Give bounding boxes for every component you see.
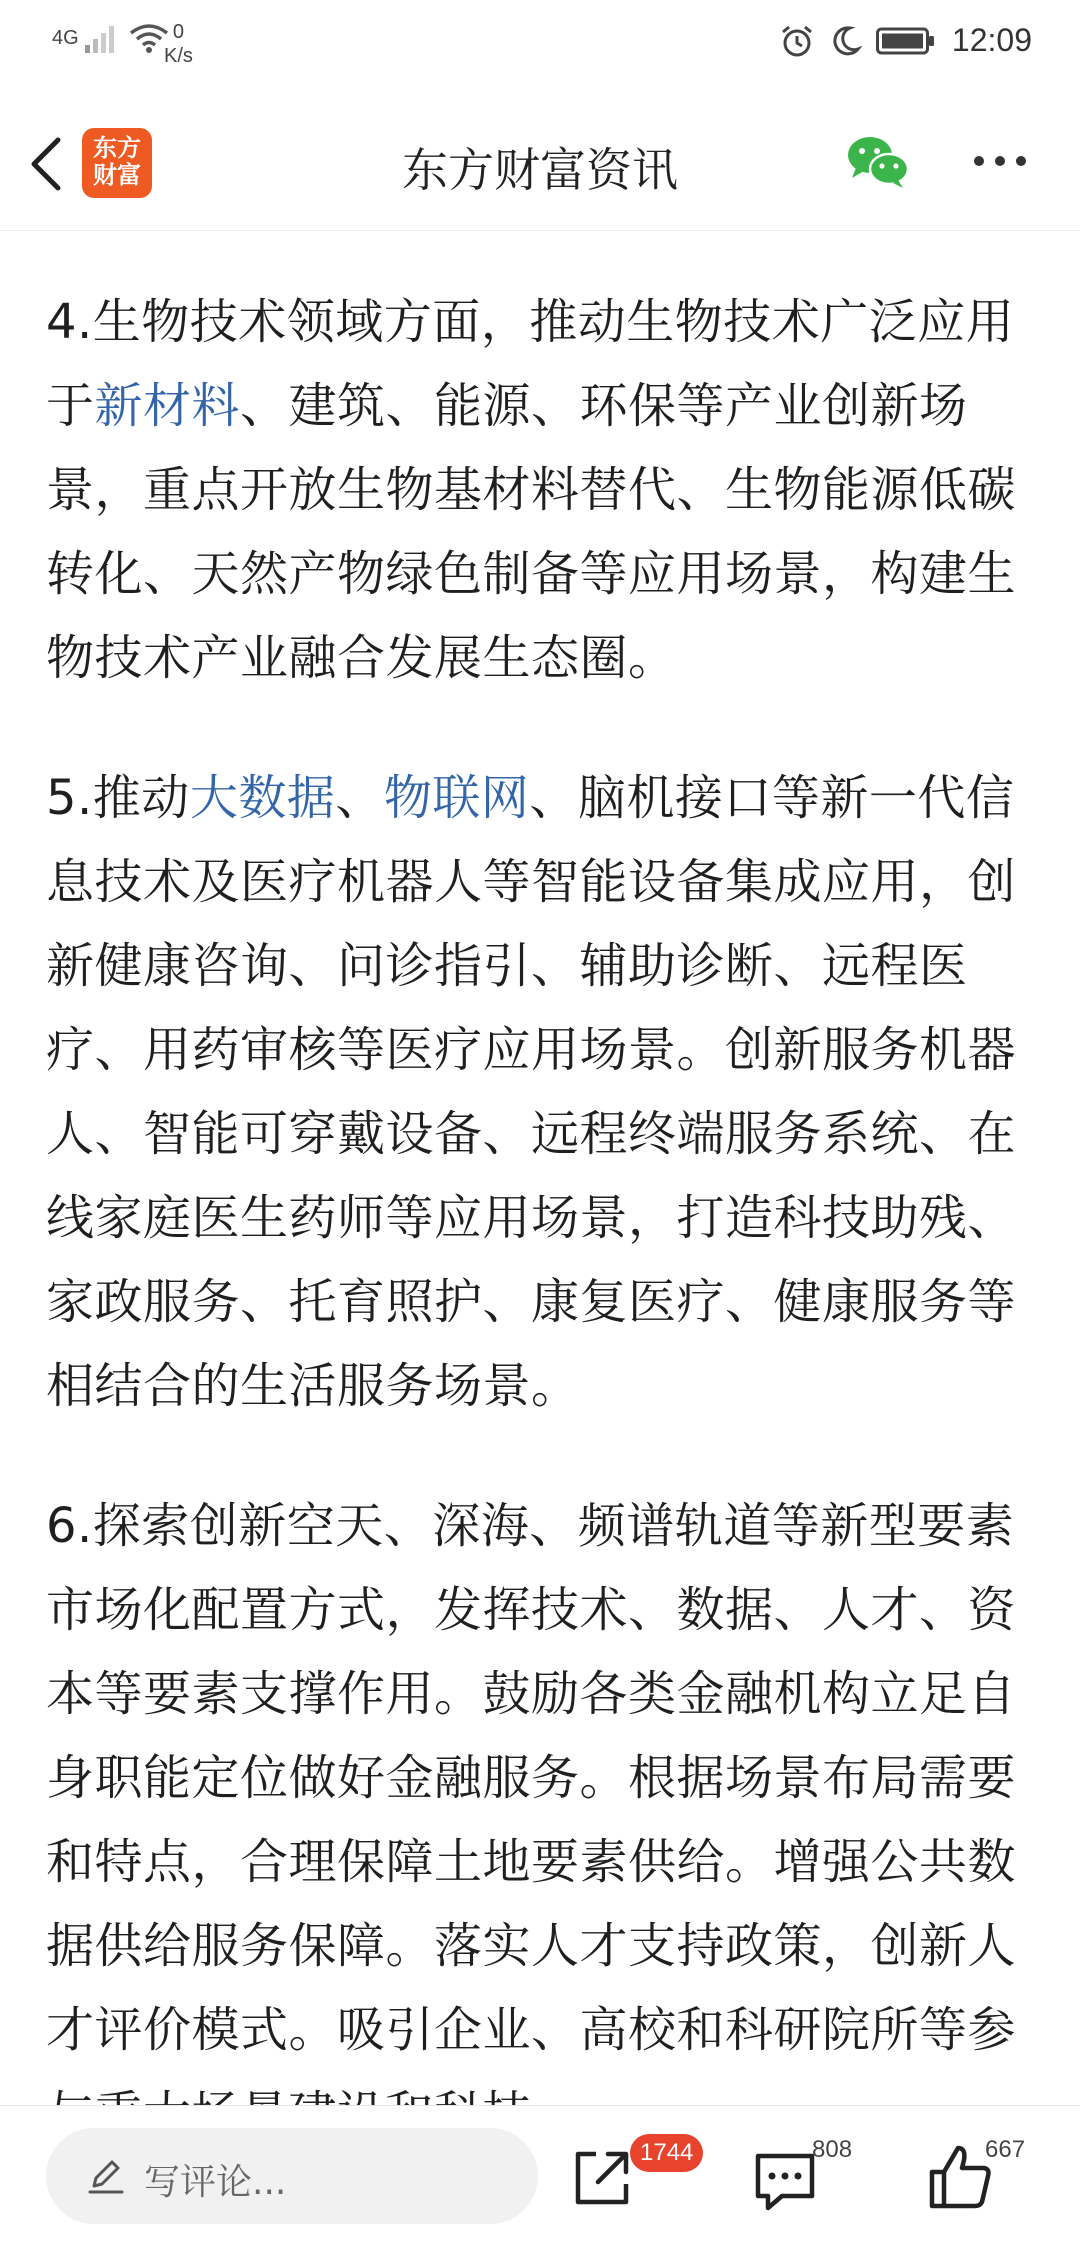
status-left	[52, 22, 169, 54]
alarm-icon	[780, 24, 814, 58]
page-title: 东方财富资讯	[402, 143, 678, 197]
status-right	[780, 22, 1032, 59]
comment-count: 808	[812, 2136, 853, 2163]
share-count-badge: 1744	[630, 2134, 703, 2172]
logo-line-1: 东方	[93, 134, 141, 162]
comment-input[interactable]	[46, 2128, 538, 2224]
status-bar	[0, 0, 1080, 96]
pencil-icon	[86, 2156, 126, 2196]
wechat-share-button[interactable]	[846, 134, 910, 190]
signal-icon	[85, 23, 119, 53]
more-button[interactable]	[972, 146, 1028, 176]
nav-bar	[0, 96, 1080, 231]
paragraph-5	[46, 756, 1036, 1428]
paragraph-5-text-a: 5.推动	[46, 770, 190, 826]
wifi-icon	[129, 22, 169, 54]
paragraph-4-text-b: 、建筑、能源、环保等产业创新场景，重点开放生物基材料替代、生物能源低碳转化、天然产物绿色制备等应用场景，构建生物技术产业融合发展生态圈。	[46, 378, 1017, 686]
paragraph-6: 6.探索创新空天、深海、频谱轨道等新型要素市场化配置方式，发挥技术、数据、人才、资本等要素支撑作用。鼓励各类金融机构立足自身职能定位做好金融服务。根据场景布局需要和特点，合理保障土地要素供给。增强公共数据供给服务保障。落实人才支持政策，创新人才评价模式。吸引企业、高校和科研院所等参	[46, 1498, 1017, 2058]
like-count: 667	[985, 2136, 1026, 2163]
network-speed	[164, 20, 193, 68]
paragraph-4-text-a: 4.生物技术领域方面，推动生物技术广泛应用于	[46, 294, 1015, 434]
share-button[interactable]	[568, 2142, 638, 2212]
comment-bubble-icon	[752, 2148, 818, 2214]
speed-value: 0	[172, 21, 185, 43]
wechat-icon	[846, 134, 910, 190]
keyword-link-iot[interactable]: 物联网	[383, 770, 530, 826]
clock: 12:09	[951, 22, 1032, 58]
keyword-link-big-data[interactable]: 大数据	[189, 770, 336, 826]
paragraph-5-text-b: 、	[335, 770, 384, 826]
share-icon	[568, 2142, 638, 2212]
paragraph-4	[46, 280, 1036, 700]
paragraph-5-text-c: 、脑机接口等新一代信息技术及医疗机器人等智能设备集成应用，创新健康咨询、问诊指引、辅助诊断、远程医疗、用药审核等医疗应用场景。创新服务机器人、智能可穿戴设备、远程终端服务系统、在线家庭医生药师等应用场景，打造科技助残、家政服务、托育照护、康复医疗、健康服务等相结合的生活服务场景。	[46, 770, 1017, 1414]
speed-unit: K/s	[164, 45, 193, 67]
battery-icon	[876, 26, 936, 56]
moon-icon	[830, 25, 860, 57]
keyword-link-new-materials[interactable]: 新材料	[94, 378, 241, 434]
more-dots-icon	[972, 146, 1028, 176]
comments-button[interactable]	[752, 2148, 818, 2214]
article-body	[46, 230, 1036, 2105]
logo-line-2: 财富	[93, 161, 141, 189]
network-type: 4G	[52, 26, 79, 49]
comment-placeholder: 写评论...	[144, 2162, 287, 2203]
bottom-action-bar	[0, 2105, 1080, 2245]
